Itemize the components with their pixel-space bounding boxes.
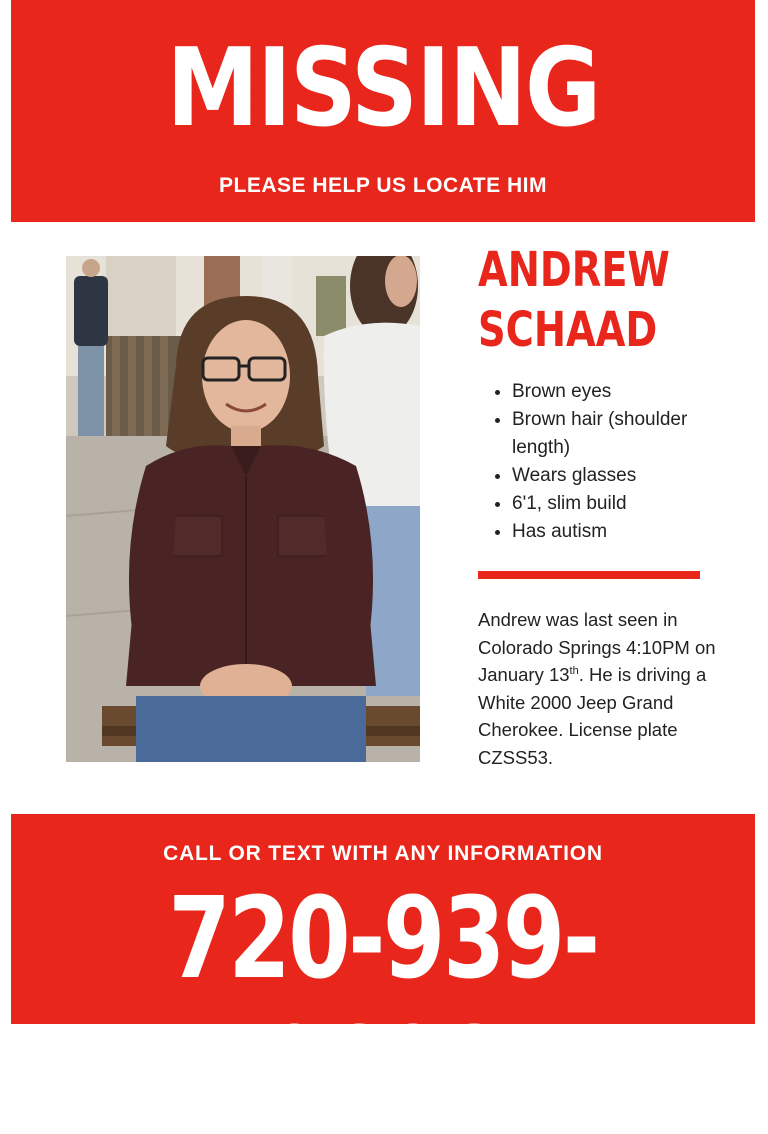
section-divider [478, 571, 700, 579]
person-name [478, 240, 686, 360]
footer-banner [11, 814, 755, 1134]
missing-person-photo [66, 256, 420, 762]
last-name: SCHAAD [478, 302, 658, 358]
list-item: • Wears glasses [512, 462, 742, 490]
list-item: • Brown hair (shoulder length) [512, 406, 742, 462]
description-list [490, 378, 742, 546]
last-seen-description [478, 606, 728, 771]
list-item: • 6'1, slim build [512, 490, 742, 518]
story-text-part-1: Andrew was last seen in Colorado Springs 4:10PM on January 13 [478, 609, 716, 685]
story-text-part-2: . He is driving a White 2000 Jeep Grand Cherokee. License plate CZSS53. [478, 664, 707, 768]
missing-headline: MISSING [166, 26, 600, 151]
list-item: • Has autism [512, 518, 742, 546]
contact-phone-number: 720-939-0698 [168, 874, 598, 1134]
contact-call-to-action: CALL OR TEXT WITH ANY INFORMATION [163, 842, 603, 865]
help-subheadline: PLEASE HELP US LOCATE HIM [219, 174, 547, 197]
ordinal-suffix: th [569, 664, 579, 677]
first-name: ANDREW [478, 242, 670, 298]
list-item: • Brown eyes [512, 378, 742, 406]
header-banner [11, 0, 755, 222]
